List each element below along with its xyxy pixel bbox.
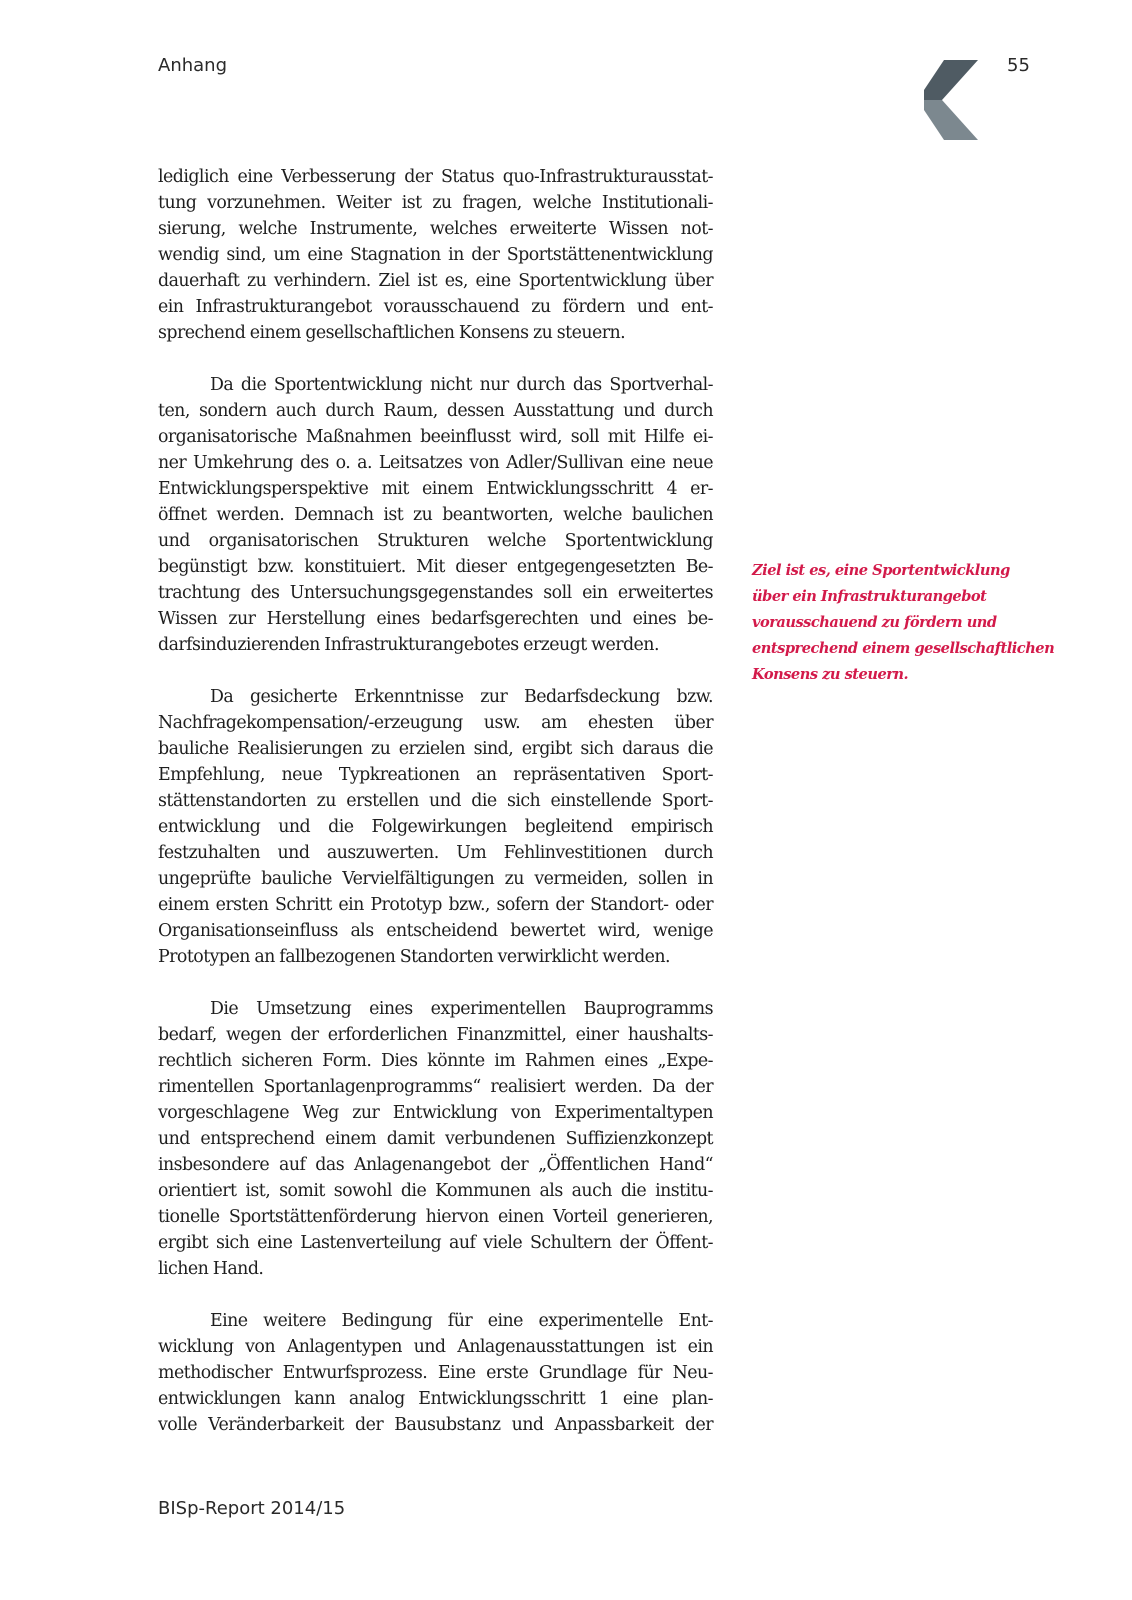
text-line: festzuhalten und auszuwerten. Um Fehlinvestitionen durch bbox=[158, 843, 713, 863]
text-line: wendig sind, um eine Stagnation in der Sportstättenentwicklung bbox=[158, 245, 713, 265]
paragraph-4 bbox=[158, 996, 713, 1282]
text-line: öffnet werden. Demnach ist zu beantworten, welche baulichen bbox=[158, 505, 713, 525]
paragraph-2 bbox=[158, 372, 713, 658]
pull-quote-line: über ein Infrastrukturangebot bbox=[752, 588, 987, 605]
text-line: rechtlich sicheren Form. Dies könnte im Rahmen eines „Expe- bbox=[158, 1051, 713, 1071]
text-line: ungeprüfte bauliche Vervielfältigungen zu vermeiden, sollen in bbox=[158, 869, 713, 889]
text-line: insbesondere auf das Anlagenangebot der „Öffentlichen Hand“ bbox=[158, 1155, 713, 1175]
text-line: bauliche Realisierungen zu erzielen sind, ergibt sich daraus die bbox=[158, 739, 713, 759]
pull-quote-line: Ziel ist es, eine Sportentwicklung bbox=[752, 562, 1010, 579]
text-line: Nachfragekompensation/-erzeugung usw. am ehesten über bbox=[158, 713, 713, 733]
text-line: tionelle Sportstättenförderung hiervon einen Vorteil generieren, bbox=[158, 1207, 713, 1227]
text-line: entwicklungen kann analog Entwicklungsschritt 1 eine plan- bbox=[158, 1389, 713, 1409]
text-line: Wissen zur Herstellung eines bedarfsgerechten und eines be- bbox=[158, 609, 713, 629]
text-line: und entsprechend einem damit verbundenen Suffizienzkonzept bbox=[158, 1129, 713, 1149]
text-line: Da gesicherte Erkenntnisse zur Bedarfsdeckung bzw. bbox=[210, 687, 713, 707]
text-line: tung vorzunehmen. Weiter ist zu fragen, welche Institutionali- bbox=[158, 193, 713, 213]
text-line: wicklung von Anlagentypen und Anlagenausstattungen ist ein bbox=[158, 1337, 713, 1357]
text-line: Prototypen an fallbezogenen Standorten verwirklicht werden. bbox=[158, 947, 671, 967]
text-line: lediglich eine Verbesserung der Status quo-Infrastrukturausstat- bbox=[158, 167, 713, 187]
text-line: trachtung des Untersuchungsgegenstandes soll ein erweitertes bbox=[158, 583, 713, 603]
text-line: begünstigt bzw. konstituiert. Mit dieser entgegengesetzten Be- bbox=[158, 557, 713, 577]
pull-quote-line: entsprechend einem gesellschaftlichen bbox=[752, 640, 1055, 657]
text-line: ner Umkehrung des o. a. Leitsatzes von Adler/Sullivan eine neue bbox=[158, 453, 713, 473]
pull-quote bbox=[752, 558, 1055, 688]
text-line: methodischer Entwurfsprozess. Eine erste Grundlage für Neu- bbox=[158, 1363, 713, 1383]
paragraph-3 bbox=[158, 684, 713, 970]
text-line: volle Veränderbarkeit der Bausubstanz und Anpassbarkeit der bbox=[158, 1415, 713, 1435]
text-line: Die Umsetzung eines experimentellen Bauprogramms bbox=[210, 999, 713, 1019]
pull-quote-line: vorausschauend zu fördern und bbox=[752, 614, 997, 631]
text-line: dauerhaft zu verhindern. Ziel ist es, eine Sportentwicklung über bbox=[158, 271, 713, 291]
text-line: ergibt sich eine Lastenverteilung auf viele Schultern der Öffent- bbox=[158, 1233, 713, 1253]
text-line: vorgeschlagene Weg zur Entwicklung von Experimentaltypen bbox=[158, 1103, 713, 1123]
chevron-top-half bbox=[924, 60, 978, 100]
paragraph-5 bbox=[158, 1308, 713, 1438]
text-line: bedarf, wegen der erforderlichen Finanzmittel, einer haushalts- bbox=[158, 1025, 713, 1045]
running-footer-publication: BISp-Report 2014/15 bbox=[158, 1498, 346, 1519]
pull-quote-line: Konsens zu steuern. bbox=[752, 666, 909, 683]
text-line: orientiert ist, somit sowohl die Kommunen als auch die institu- bbox=[158, 1181, 713, 1201]
text-line: sierung, welche Instrumente, welches erweiterte Wissen not- bbox=[158, 219, 713, 239]
text-line: Eine weitere Bedingung für eine experimentelle Ent- bbox=[210, 1311, 713, 1331]
text-line: und organisatorischen Strukturen welche Sportentwicklung bbox=[158, 531, 713, 551]
paragraph-1 bbox=[158, 164, 713, 346]
text-line: Entwicklungsperspektive mit einem Entwicklungsschritt 4 er- bbox=[158, 479, 713, 499]
text-line: darfsinduzierenden Infrastrukturangebotes erzeugt werden. bbox=[158, 635, 659, 655]
text-line: stättenstandorten zu erstellen und die sich einstellende Sport- bbox=[158, 791, 713, 811]
text-line: Organisationseinfluss als entscheidend bewertet wird, wenige bbox=[158, 921, 713, 941]
text-line: einem ersten Schritt ein Prototyp bzw., sofern der Standort- oder bbox=[158, 895, 713, 915]
chevron-left-icon bbox=[922, 58, 978, 142]
text-line: ein Infrastrukturangebot vorausschauend zu fördern und ent- bbox=[158, 297, 713, 317]
page-number: 55 bbox=[1007, 55, 1030, 76]
text-line: lichen Hand. bbox=[158, 1259, 264, 1279]
body-text bbox=[158, 164, 713, 1464]
text-line: organisatorische Maßnahmen beeinflusst wird, soll mit Hilfe ei- bbox=[158, 427, 713, 447]
text-line: Da die Sportentwicklung nicht nur durch das Sportverhal- bbox=[210, 375, 713, 395]
text-line: entwicklung und die Folgewirkungen begleitend empirisch bbox=[158, 817, 713, 837]
text-line: sprechend einem gesellschaftlichen Konsens zu steuern. bbox=[158, 323, 626, 343]
text-line: ten, sondern auch durch Raum, dessen Ausstattung und durch bbox=[158, 401, 713, 421]
chevron-bottom-half bbox=[924, 100, 978, 140]
text-line: Empfehlung, neue Typkreationen an repräsentativen Sport- bbox=[158, 765, 713, 785]
text-line: rimentellen Sportanlagenprogramms“ realisiert werden. Da der bbox=[158, 1077, 713, 1097]
running-header-section: Anhang bbox=[158, 55, 227, 76]
